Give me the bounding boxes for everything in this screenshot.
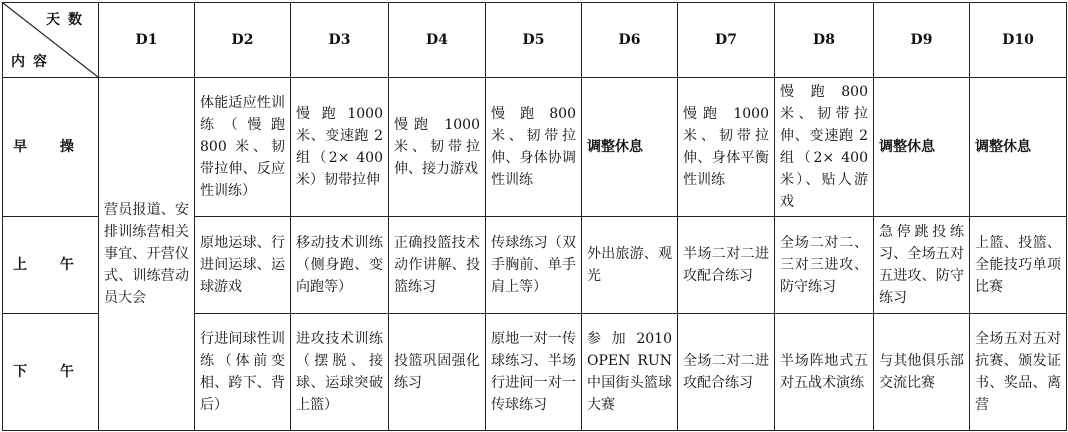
cell-forenoon-d4: 正确投篮技术动作讲解、投篮练习 bbox=[389, 217, 486, 314]
cell-morning-d4: 慢跑 1000 米、韧带拉伸、接力游戏 bbox=[389, 78, 486, 217]
row-label-forenoon: 上 午 bbox=[3, 217, 99, 314]
cell-forenoon-d7: 半场二对二进攻配合练习 bbox=[678, 217, 775, 314]
table-row-morning bbox=[3, 78, 1067, 217]
cell-afternoon-d10: 全场五对五对抗赛、颁发证书、奖品、离营 bbox=[970, 314, 1067, 431]
day-header-d10: D10 bbox=[970, 3, 1067, 78]
cell-morning-d2: 体能适应性训练（慢跑 800 米、韧带拉伸、反应性训练） bbox=[195, 78, 291, 217]
corner-days-label: 天数 bbox=[46, 12, 90, 28]
cell-afternoon-d6: 参 加 2010 OPEN RUN 中国街头篮球大赛 bbox=[582, 314, 678, 431]
cell-forenoon-d3: 移动技术训练（侧身跑、变向跑等） bbox=[291, 217, 389, 314]
cell-afternoon-d7: 全场二对二进攻配合练习 bbox=[678, 314, 775, 431]
day-header-d5: D5 bbox=[486, 3, 582, 78]
cell-forenoon-d5: 传球练习（双手胸前、单手肩上等） bbox=[486, 217, 582, 314]
day-header-d2: D2 bbox=[195, 3, 291, 78]
cell-forenoon-d2: 原地运球、行进间运球、运球游戏 bbox=[195, 217, 291, 314]
cell-afternoon-d9: 与其他俱乐部交流比赛 bbox=[874, 314, 970, 431]
cell-afternoon-d5: 原地一对一传球练习、半场行进间一对一传球练习 bbox=[486, 314, 582, 431]
cell-morning-d5: 慢 跑 800 米、韧带拉伸、身体协调性训练 bbox=[486, 78, 582, 217]
cell-afternoon-d4: 投篮巩固强化练习 bbox=[389, 314, 486, 431]
cell-morning-d9: 调整休息 bbox=[874, 78, 970, 217]
day-header-d4: D4 bbox=[389, 3, 486, 78]
day-header-d7: D7 bbox=[678, 3, 775, 78]
corner-header-cell bbox=[3, 3, 99, 78]
day-header-d8: D8 bbox=[775, 3, 874, 78]
cell-morning-d6: 调整休息 bbox=[582, 78, 678, 217]
d1-merged-cell: 营员报道、安排训练营相关事宜、开营仪式、训练营动员大会 bbox=[99, 78, 195, 431]
cell-morning-d8: 慢 跑 800 米、韧带拉伸、变速跑 2 组（2× 400 米）、贴人游戏 bbox=[775, 78, 874, 217]
cell-morning-d3: 慢 跑 1000 米、变速跑 2 组（2× 400 米）韧带拉伸 bbox=[291, 78, 389, 217]
cell-forenoon-d6: 外出旅游、观光 bbox=[582, 217, 678, 314]
cell-afternoon-d2: 行进间球性训练（体前变相、跨下、背后） bbox=[195, 314, 291, 431]
cell-morning-d7: 慢跑 1000 米、韧带拉伸、身体平衡性训练 bbox=[678, 78, 775, 217]
cell-morning-d10: 调整休息 bbox=[970, 78, 1067, 217]
row-label-morning: 早 操 bbox=[3, 78, 99, 217]
corner-content-label: 内容 bbox=[11, 54, 55, 70]
header-row bbox=[3, 3, 1067, 78]
cell-forenoon-d9: 急停跳投练习、全场五对五进攻、防守练习 bbox=[874, 217, 970, 314]
day-header-d6: D6 bbox=[582, 3, 678, 78]
cell-forenoon-d8: 全场二对二、三对三进攻、防守练习 bbox=[775, 217, 874, 314]
day-header-d9: D9 bbox=[874, 3, 970, 78]
cell-afternoon-d8: 半场阵地式五对五战术演练 bbox=[775, 314, 874, 431]
row-label-afternoon: 下 午 bbox=[3, 314, 99, 431]
day-header-d1: D1 bbox=[99, 3, 195, 78]
cell-afternoon-d3: 进攻技术训练（摆脱、接球、运球突破上篮） bbox=[291, 314, 389, 431]
cell-forenoon-d10: 上篮、投篮、全能技巧单项比赛 bbox=[970, 217, 1067, 314]
training-schedule-table bbox=[2, 2, 1067, 431]
day-header-d3: D3 bbox=[291, 3, 389, 78]
